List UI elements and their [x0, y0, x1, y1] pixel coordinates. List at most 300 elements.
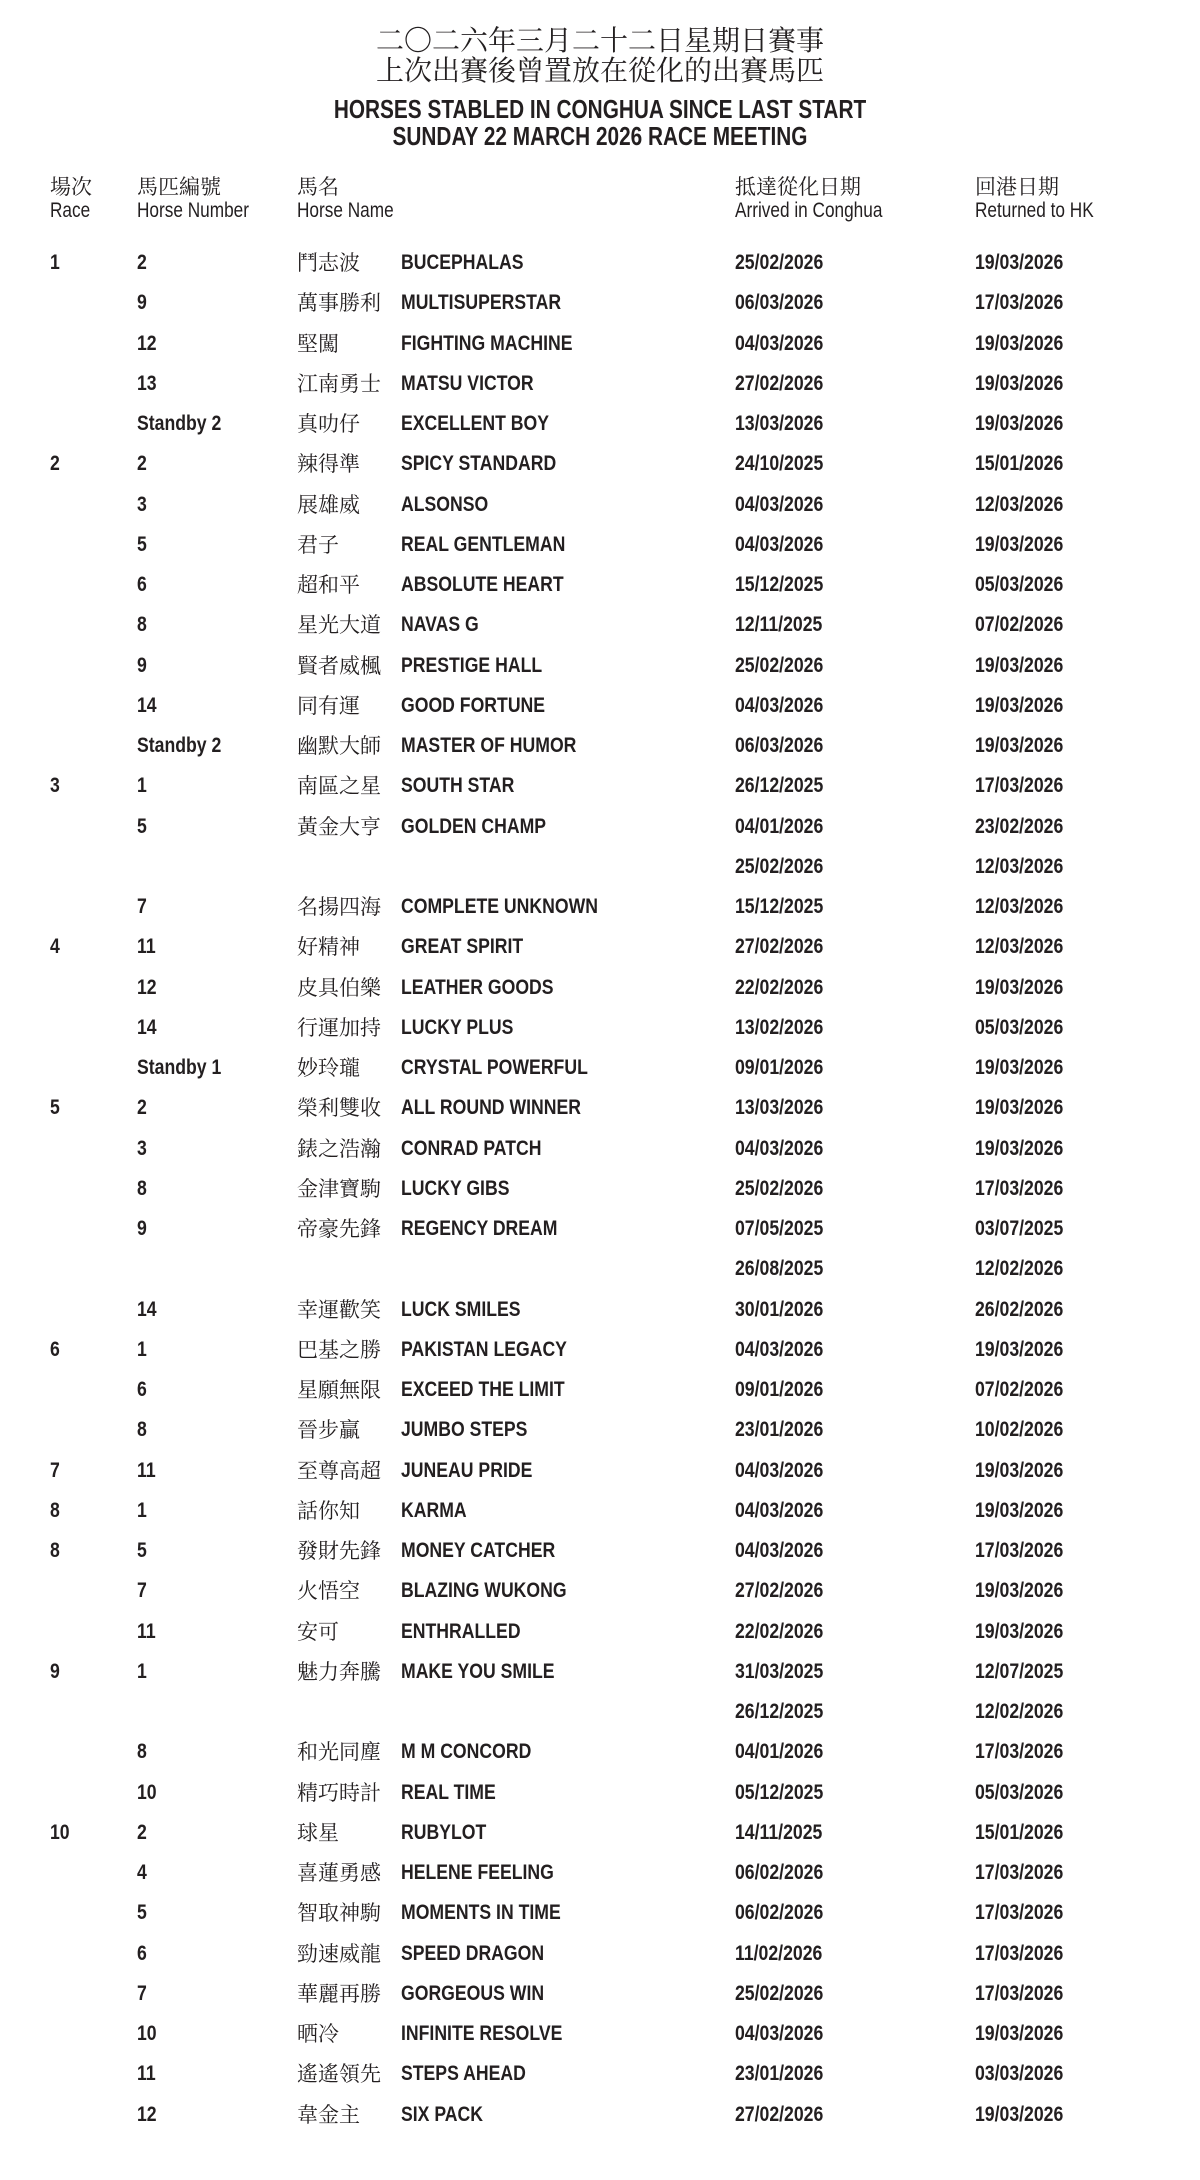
returned-date-cell — [975, 243, 1080, 285]
horse-name-chinese-cell — [297, 1974, 381, 2014]
horse-name-english-cell-text: MATSU VICTOR — [401, 371, 534, 395]
horse-number-cell — [137, 807, 149, 849]
horse-name-english-cell — [401, 1974, 571, 2016]
horse-number-cell-text: 7 — [137, 1981, 147, 2005]
horse-name-english-cell — [401, 404, 577, 446]
horse-name-chinese-cell-text: 巴基之勝 — [297, 1337, 381, 1362]
returned-date-cell-text: 17/03/2026 — [975, 1861, 1064, 1884]
table-row — [0, 2014, 1200, 2054]
arrived-date-cell — [735, 1773, 840, 1815]
returned-date-cell — [975, 1853, 1080, 1895]
returned-date-cell-text: 12/03/2026 — [975, 935, 1064, 959]
arrived-date-cell-text: 26/12/2025 — [735, 1700, 824, 1723]
returned-date-cell-text: 12/07/2025 — [975, 1659, 1064, 1683]
horse-number-cell — [137, 2054, 159, 2096]
horse-number-cell — [137, 1209, 149, 1251]
returned-date-cell-text: 17/03/2026 — [975, 774, 1064, 798]
horse-name-english-cell — [401, 927, 546, 969]
arrived-date-cell-text: 06/02/2026 — [735, 1901, 824, 1925]
returned-date-cell-text: 19/03/2026 — [975, 251, 1064, 274]
horse-name-english-cell-text: JUMBO STEPS — [401, 1418, 528, 1442]
horse-number-cell-text: 12 — [137, 2102, 157, 2126]
horse-number-cell-text: 14 — [137, 1015, 157, 1039]
column-header-returned-cn: 回港日期 — [975, 175, 1059, 199]
horse-number-cell — [137, 525, 149, 567]
horse-number-cell-text: 13 — [137, 371, 157, 395]
returned-date-cell — [975, 324, 1080, 366]
arrived-date-cell — [735, 807, 840, 849]
horse-name-chinese-cell — [297, 605, 381, 645]
table-row — [0, 283, 1200, 323]
horse-name-chinese-cell-text: 安可 — [297, 1619, 339, 1644]
race-cell-text: 8 — [50, 1539, 60, 1562]
arrived-date-cell-text: 25/02/2026 — [735, 854, 824, 878]
column-header-horse-number-en: Horse Number — [137, 199, 249, 222]
arrived-date-cell — [735, 686, 840, 728]
horse-name-english-cell — [401, 1088, 615, 1130]
arrived-date-cell-text: 25/02/2026 — [735, 1981, 824, 2005]
arrived-date-cell — [735, 1169, 840, 1211]
table-row — [0, 1893, 1200, 1933]
returned-date-cell — [975, 1612, 1080, 1654]
horse-name-chinese-cell-text: 好精神 — [297, 935, 360, 960]
table-row — [0, 1451, 1200, 1491]
arrived-date-cell — [735, 1531, 840, 1573]
returned-date-cell — [975, 1370, 1080, 1412]
horse-number-cell-text: 7 — [137, 895, 147, 918]
horse-name-english-cell-text: NAVAS G — [401, 613, 479, 637]
title-chinese-line-1: 二〇二六年三月二十二日星期日賽事 — [375, 24, 824, 57]
horse-name-english-cell-text: FIGHTING MACHINE — [401, 331, 573, 355]
arrived-date-cell-text: 27/02/2026 — [735, 2102, 824, 2126]
race-cell-text: 9 — [50, 1659, 60, 1683]
returned-date-cell — [975, 485, 1080, 527]
returned-date-cell — [975, 1491, 1080, 1533]
horse-name-chinese-cell — [297, 1129, 381, 1169]
arrived-date-cell — [735, 847, 840, 889]
table-row — [0, 1330, 1200, 1370]
horse-name-chinese-cell-text: 南區之星 — [297, 774, 381, 799]
table-row — [0, 887, 1200, 927]
horse-number-cell-text: 12 — [137, 975, 157, 999]
returned-date-cell-text: 19/03/2026 — [975, 412, 1064, 435]
table-row — [0, 404, 1200, 444]
horse-name-english-cell-text: MASTER OF HUMOR — [401, 734, 577, 757]
arrived-date-cell-text: 23/01/2026 — [735, 1418, 824, 1442]
horse-name-chinese-cell-text: 榮利雙收 — [297, 1096, 381, 1121]
arrived-date-cell-text: 22/02/2026 — [735, 975, 824, 999]
horse-number-cell — [137, 1410, 149, 1452]
horse-name-chinese-cell — [297, 1773, 381, 1813]
horse-name-chinese-cell-text: 行運加持 — [297, 1015, 381, 1040]
horse-name-english-cell — [401, 1571, 598, 1613]
horse-name-chinese-cell-text: 帝豪先鋒 — [297, 1217, 381, 1241]
arrived-date-cell — [735, 1652, 840, 1694]
arrived-date-cell — [735, 1249, 840, 1291]
returned-date-cell — [975, 1451, 1080, 1493]
arrived-date-cell-text: 30/01/2026 — [735, 1297, 824, 1321]
horse-name-chinese-cell — [297, 646, 381, 686]
horse-number-cell — [137, 1893, 149, 1935]
table-row — [0, 1531, 1200, 1571]
horse-name-english-cell — [401, 646, 569, 688]
horse-name-chinese-cell-text: 球星 — [297, 1820, 339, 1845]
horse-name-chinese-cell-text: 鬥志波 — [297, 251, 360, 275]
horse-number-cell-text: 2 — [137, 1820, 147, 1844]
race-cell — [50, 243, 62, 285]
horse-number-cell-text: 5 — [137, 814, 147, 838]
race-cell — [50, 1531, 62, 1573]
arrived-date-cell-text: 04/03/2026 — [735, 2022, 824, 2045]
arrived-date-cell — [735, 1370, 840, 1412]
table-row — [0, 726, 1200, 766]
horse-name-english-cell-text: MONEY CATCHER — [401, 1539, 556, 1562]
returned-date-cell — [975, 2054, 1080, 2096]
horse-name-chinese-cell — [297, 525, 339, 565]
table-row — [0, 324, 1200, 364]
horse-name-chinese-cell-text: 晒冷 — [297, 2022, 339, 2046]
horse-name-english-cell — [401, 887, 636, 929]
returned-date-cell — [975, 1652, 1080, 1694]
arrived-date-cell — [735, 1209, 840, 1251]
horse-name-chinese-cell-text: 發財先鋒 — [297, 1539, 381, 1563]
horse-number-cell — [137, 1773, 160, 1815]
returned-date-cell-text: 12/03/2026 — [975, 895, 1064, 918]
table-row — [0, 444, 1200, 484]
horse-name-english-cell — [401, 807, 574, 849]
horse-name-chinese-cell-text: 妙玲瓏 — [297, 1056, 360, 1080]
horse-name-english-cell-text: GREAT SPIRIT — [401, 935, 524, 959]
returned-date-cell — [975, 1893, 1080, 1935]
race-cell-text: 4 — [50, 935, 60, 959]
arrived-date-cell-text: 04/03/2026 — [735, 532, 824, 556]
returned-date-cell-text: 17/03/2026 — [975, 1941, 1064, 1965]
returned-date-cell-text: 07/02/2026 — [975, 1378, 1064, 1401]
horse-name-english-cell — [401, 726, 610, 768]
horse-name-chinese-cell — [297, 1088, 381, 1128]
table-row — [0, 364, 1200, 404]
horse-name-chinese-cell-text: 喜蓮勇感 — [297, 1861, 381, 1885]
horse-name-english-cell — [401, 605, 494, 647]
horse-name-chinese-cell — [297, 1169, 381, 1209]
table-row — [0, 1571, 1200, 1611]
horse-name-english-cell — [401, 1813, 503, 1855]
horse-name-chinese-cell-text: 金津寶駒 — [297, 1176, 381, 1201]
arrived-date-cell — [735, 1491, 840, 1533]
horse-number-cell-text: 5 — [137, 1539, 147, 1562]
arrived-date-cell-text: 04/03/2026 — [735, 1136, 824, 1160]
table-row — [0, 1974, 1200, 2014]
horse-name-chinese-cell — [297, 686, 360, 726]
horse-name-english-cell — [401, 968, 583, 1010]
column-header-returned-en: Returned to HK — [975, 199, 1094, 222]
horse-number-cell — [137, 646, 149, 688]
horse-name-chinese-cell — [297, 324, 339, 364]
table-row — [0, 1652, 1200, 1692]
horse-number-cell-text: 4 — [137, 1861, 147, 1884]
horse-name-english-cell — [401, 1652, 584, 1694]
returned-date-cell — [975, 1330, 1080, 1372]
table-row — [0, 1934, 1200, 1974]
horse-name-chinese-cell — [297, 968, 381, 1008]
arrived-date-cell-text: 06/02/2026 — [735, 1861, 824, 1884]
horse-number-cell-text: 3 — [137, 492, 147, 516]
returned-date-cell — [975, 887, 1080, 929]
horse-number-cell — [137, 1491, 149, 1533]
horse-number-cell-text: 8 — [137, 1418, 147, 1442]
returned-date-cell — [975, 1249, 1080, 1291]
returned-date-cell-text: 19/03/2026 — [975, 371, 1064, 395]
horse-number-cell — [137, 1974, 149, 2016]
race-cell-text: 7 — [50, 1458, 60, 1482]
horse-name-chinese-cell-text: 勁速威龍 — [297, 1941, 381, 1966]
horse-name-english-cell-text: REAL GENTLEMAN — [401, 532, 566, 556]
arrived-date-cell-text: 15/12/2025 — [735, 573, 824, 596]
horse-number-cell-text: 12 — [137, 331, 157, 355]
horse-name-english-cell-text: LUCKY GIBS — [401, 1176, 510, 1200]
horse-number-cell — [137, 1088, 149, 1130]
horse-name-chinese-cell — [297, 1290, 381, 1330]
horse-number-cell-text: 1 — [137, 1337, 147, 1361]
horse-name-english-cell — [401, 2014, 593, 2056]
returned-date-cell — [975, 2014, 1080, 2056]
table-row — [0, 1491, 1200, 1531]
horse-name-english-cell-text: LEATHER GOODS — [401, 975, 554, 999]
arrived-date-cell-text: 26/08/2025 — [735, 1257, 824, 1281]
horse-name-chinese-cell — [297, 927, 360, 967]
horse-name-chinese-cell — [297, 283, 381, 323]
horse-number-cell-text: Standby 1 — [137, 1056, 222, 1079]
horse-name-chinese-cell-text: 萬事勝利 — [297, 291, 381, 316]
returned-date-cell — [975, 1531, 1080, 1573]
column-header-horse-name-en: Horse Name — [297, 199, 394, 222]
returned-date-cell-text: 05/03/2026 — [975, 1015, 1064, 1039]
table-row — [0, 646, 1200, 686]
horse-name-chinese-cell-text: 幸運歡笑 — [297, 1297, 381, 1322]
race-cell-text: 5 — [50, 1096, 60, 1120]
arrived-date-cell-text: 04/01/2026 — [735, 814, 824, 838]
horse-number-cell — [137, 283, 149, 325]
returned-date-cell-text: 15/01/2026 — [975, 1820, 1064, 1844]
arrived-date-cell-text: 27/02/2026 — [735, 371, 824, 395]
arrived-date-cell — [735, 565, 840, 607]
returned-date-cell — [975, 1410, 1080, 1452]
horse-name-chinese-cell-text: 星光大道 — [297, 613, 381, 638]
returned-date-cell-text: 19/03/2026 — [975, 2022, 1064, 2045]
horse-name-chinese-cell — [297, 766, 381, 806]
horse-name-chinese-cell — [297, 1451, 381, 1491]
arrived-date-cell — [735, 1129, 840, 1171]
horse-name-chinese-cell — [297, 1853, 381, 1893]
arrived-date-cell — [735, 1974, 840, 2016]
returned-date-cell — [975, 726, 1080, 768]
arrived-date-cell-text: 07/05/2025 — [735, 1217, 824, 1240]
returned-date-cell-text: 19/03/2026 — [975, 1056, 1064, 1079]
horse-number-cell — [137, 324, 160, 366]
table-row — [0, 2054, 1200, 2094]
title-chinese-line-2: 上次出賽後曾置放在從化的出賽馬匹 — [375, 54, 824, 87]
returned-date-cell — [975, 646, 1080, 688]
horse-name-english-cell — [401, 324, 605, 366]
horse-name-chinese-cell-text: 黃金大亨 — [297, 814, 381, 839]
table-row — [0, 485, 1200, 525]
returned-date-cell — [975, 525, 1080, 567]
returned-date-cell — [975, 404, 1080, 446]
arrived-date-cell-text: 09/01/2026 — [735, 1056, 824, 1079]
returned-date-cell-text: 19/03/2026 — [975, 653, 1064, 677]
table-row — [0, 1813, 1200, 1853]
returned-date-cell — [975, 968, 1080, 1010]
horse-name-english-cell-text: SPICY STANDARD — [401, 452, 557, 476]
horse-name-chinese-cell — [297, 485, 360, 525]
table-row — [0, 1732, 1200, 1772]
returned-date-cell — [975, 686, 1080, 728]
horse-name-english-cell-text: MULTISUPERSTAR — [401, 291, 562, 315]
returned-date-cell — [975, 444, 1080, 486]
arrived-date-cell-text: 04/03/2026 — [735, 492, 824, 516]
returned-date-cell — [975, 1934, 1080, 1976]
horse-name-english-cell — [401, 1330, 599, 1372]
horse-name-english-cell-text: STEPS AHEAD — [401, 2062, 526, 2086]
horse-number-cell-text: 8 — [137, 1176, 147, 1200]
horse-name-english-cell — [401, 1853, 583, 1895]
table-row — [0, 2095, 1200, 2135]
horse-name-chinese-cell — [297, 1410, 360, 1450]
horse-name-chinese-cell-text: 智取神駒 — [297, 1901, 381, 1926]
returned-date-cell — [975, 1048, 1080, 1090]
horse-name-chinese-cell-text: 火悟空 — [297, 1579, 360, 1604]
horse-name-chinese-cell — [297, 807, 381, 847]
arrived-date-cell — [735, 283, 840, 325]
horse-number-cell — [137, 1652, 149, 1694]
arrived-date-cell — [735, 525, 840, 567]
returned-date-cell — [975, 1732, 1080, 1774]
arrived-date-cell-text: 04/01/2026 — [735, 1740, 824, 1764]
horse-number-cell — [137, 766, 149, 808]
horse-name-english-cell-text: LUCKY PLUS — [401, 1015, 514, 1039]
horse-number-cell — [137, 726, 237, 768]
horse-name-english-cell-text: HELENE FEELING — [401, 1861, 554, 1884]
horse-number-cell-text: 9 — [137, 291, 147, 315]
returned-date-cell-text: 05/03/2026 — [975, 1780, 1064, 1804]
column-header-horse-name-cn: 馬名 — [297, 175, 339, 199]
horse-name-english-cell — [401, 1612, 543, 1654]
arrived-date-cell-text: 27/02/2026 — [735, 935, 824, 959]
horse-name-chinese-cell — [297, 1209, 381, 1249]
returned-date-cell — [975, 1209, 1080, 1251]
returned-date-cell-text: 19/03/2026 — [975, 1579, 1064, 1603]
horse-name-english-cell-text: M M CONCORD — [401, 1740, 532, 1764]
column-header-race-en: Race — [50, 199, 91, 222]
horse-number-cell — [137, 565, 149, 607]
arrived-date-cell-text: 06/03/2026 — [735, 291, 824, 315]
arrived-date-cell — [735, 404, 840, 446]
returned-date-cell — [975, 2095, 1080, 2137]
arrived-date-cell — [735, 2014, 840, 2056]
horse-name-chinese-cell-text: 堅闖 — [297, 331, 339, 356]
horse-name-chinese-cell — [297, 565, 360, 605]
table-row — [0, 1773, 1200, 1813]
race-cell-text: 2 — [50, 452, 60, 476]
returned-date-cell-text: 12/03/2026 — [975, 492, 1064, 516]
table-row — [0, 605, 1200, 645]
arrived-date-cell — [735, 1692, 840, 1734]
horse-number-cell — [137, 1531, 149, 1573]
horse-name-english-cell — [401, 1773, 514, 1815]
returned-date-cell-text: 19/03/2026 — [975, 734, 1064, 757]
table-row — [0, 525, 1200, 565]
horse-name-english-cell-text: ALL ROUND WINNER — [401, 1096, 581, 1120]
returned-date-cell-text: 26/02/2026 — [975, 1297, 1064, 1321]
horse-number-cell — [137, 444, 149, 486]
returned-date-cell-text: 17/03/2026 — [975, 1901, 1064, 1925]
arrived-date-cell-text: 12/11/2025 — [735, 613, 823, 637]
arrived-date-cell-text: 04/03/2026 — [735, 1539, 824, 1562]
horse-number-cell-text: 14 — [137, 693, 157, 717]
arrived-date-cell — [735, 485, 840, 527]
horse-name-english-cell-text: BLAZING WUKONG — [401, 1579, 567, 1603]
horse-number-cell — [137, 1169, 149, 1211]
arrived-date-cell — [735, 968, 840, 1010]
horse-name-english-cell — [401, 1290, 543, 1332]
horse-number-cell — [137, 404, 237, 446]
horse-name-chinese-cell — [297, 444, 360, 484]
arrived-date-cell-text: 26/12/2025 — [735, 774, 824, 798]
returned-date-cell-text: 19/03/2026 — [975, 1096, 1064, 1120]
horse-name-english-cell-text: MOMENTS IN TIME — [401, 1901, 561, 1925]
horse-name-chinese-cell-text: 同有運 — [297, 693, 360, 718]
horse-name-english-cell — [401, 565, 595, 607]
horse-number-cell-text: 2 — [137, 251, 147, 274]
race-cell-text: 6 — [50, 1337, 60, 1361]
horse-name-english-cell-text: ABSOLUTE HEART — [401, 573, 564, 596]
horse-name-chinese-cell — [297, 243, 360, 283]
horse-number-cell-text: 9 — [137, 1217, 147, 1240]
arrived-date-cell — [735, 1934, 839, 1976]
horse-name-english-cell-text: CONRAD PATCH — [401, 1136, 542, 1160]
arrived-date-cell-text: 04/03/2026 — [735, 1337, 824, 1361]
horse-number-cell-text: 8 — [137, 1740, 147, 1764]
returned-date-cell — [975, 605, 1080, 647]
horse-number-cell — [137, 1330, 149, 1372]
horse-name-chinese-cell-text: 話你知 — [297, 1498, 360, 1523]
horse-name-english-cell — [401, 1370, 596, 1412]
horse-name-chinese-cell-text: 遙遙領先 — [297, 2062, 381, 2087]
table-row — [0, 243, 1200, 283]
horse-number-cell-text: 11 — [137, 1619, 156, 1643]
horse-name-english-cell-text: CRYSTAL POWERFUL — [401, 1056, 588, 1079]
returned-date-cell — [975, 1290, 1080, 1332]
returned-date-cell-text: 19/03/2026 — [975, 1498, 1064, 1522]
returned-date-cell-text: 19/03/2026 — [975, 1619, 1064, 1643]
table-row — [0, 968, 1200, 1008]
arrived-date-cell — [735, 1853, 840, 1895]
horse-name-chinese-cell-text: 和光同塵 — [297, 1740, 381, 1765]
horse-name-chinese-cell — [297, 2014, 339, 2054]
horse-number-cell-text: 6 — [137, 573, 147, 596]
horse-name-chinese-cell-text: 江南勇士 — [297, 371, 381, 396]
arrived-date-cell-text: 09/01/2026 — [735, 1378, 824, 1401]
horse-name-english-cell-text: JUNEAU PRIDE — [401, 1458, 533, 1482]
horse-number-cell — [137, 1008, 160, 1050]
returned-date-cell — [975, 927, 1080, 969]
arrived-date-cell-text: 25/02/2026 — [735, 653, 824, 677]
horse-name-english-cell-text: BUCEPHALAS — [401, 251, 524, 274]
arrived-date-cell — [735, 1893, 840, 1935]
horse-name-english-cell-text: RUBYLOT — [401, 1820, 487, 1844]
race-cell — [50, 1451, 62, 1493]
horse-name-chinese-cell-text: 幽默大師 — [297, 734, 381, 758]
